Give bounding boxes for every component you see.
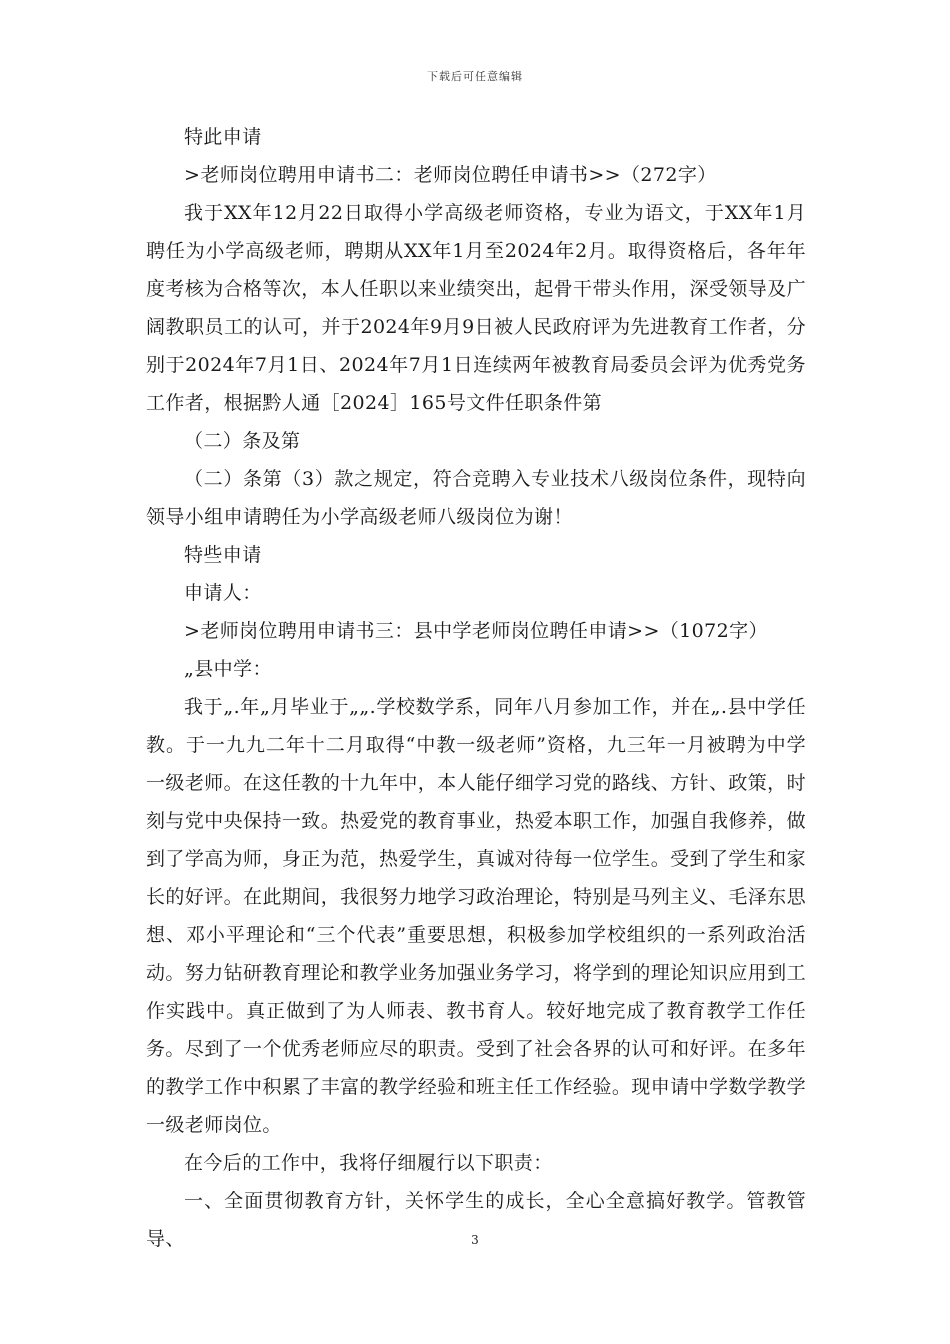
paragraph: 我于XX年12月22日取得小学高级老师资格，专业为语文，于XX年1月聘任为小学高级老师，聘期从XX年1月至2024年2月。取得资格后，各年年度考核为合格等次，本人任职以来业绩突出，起骨干带头作用，深受领导及广阔教职员工的认可，并于2024年9月9日被人民政府评为先进教育工作者，分别于2024年7月1日、2024年7月1日连续两年被教育局委员会评为优秀党务工作者，根据黔人通［2024］165号文件任职条件第 xyxy=(146,202,806,414)
document-body xyxy=(146,118,806,1258)
paragraph: （二）条及第 xyxy=(184,430,301,452)
paragraph: >老师岗位聘用申请书三：县中学老师岗位聘任申请>>（1072字） xyxy=(184,620,768,642)
paragraph: 我于„.年„月毕业于„„.学校数学系，同年八月参加工作，并在„.县中学任教。于一九九二年十二月取得“中教一级老师”资格，九三年一月被聘为中学一级老师。在这任教的十九年中，本人能仔细学习党的路线、方针、政策，时刻与党中央保持一致。热爱党的教育事业，热爱本职工作，加强自我修养，做到了学高为师，身正为范，热爱学生，真诚对待每一位学生。受到了学生和家长的好评。在此期间，我很努力地学习政治理论，特别是马列主义、毛泽东思想、邓小平理论和“三个代表”重要思想，积极参加学校组织的一系列政治活动。努力钻研教育理论和教学业务加强业务学习，将学到的理论知识应用到工作实践中。真正做到了为人师表、教书育人。较好地完成了教育教学工作任务。尽到了一个优秀老师应尽的职责。受到了社会各界的认可和好评。在多年的教学工作中积累了丰富的教学经验和班主任工作经验。现申请中学数学教学一级老师岗位。 xyxy=(146,696,806,1136)
page-header: 下载后可任意编辑 xyxy=(427,70,523,83)
paragraph: 特此申请 xyxy=(184,126,262,148)
paragraph: 一、全面贯彻教育方针，关怀学生的成长，全心全意搞好教学。管教管导、 xyxy=(146,1190,806,1250)
paragraph: 申请人： xyxy=(184,582,262,604)
paragraph: 在今后的工作中，我将仔细履行以下职责： xyxy=(184,1152,553,1174)
page-number: 3 xyxy=(471,1233,479,1247)
paragraph: >老师岗位聘用申请书二：老师岗位聘任申请书>>（272字） xyxy=(184,164,717,186)
paragraph: „县中学： xyxy=(184,658,272,680)
paragraph: 特些申请 xyxy=(184,544,262,566)
paragraph: （二）条第（3）款之规定，符合竞聘入专业技术八级岗位条件，现特向领导小组申请聘任为小学高级老师八级岗位为谢！ xyxy=(146,468,806,528)
